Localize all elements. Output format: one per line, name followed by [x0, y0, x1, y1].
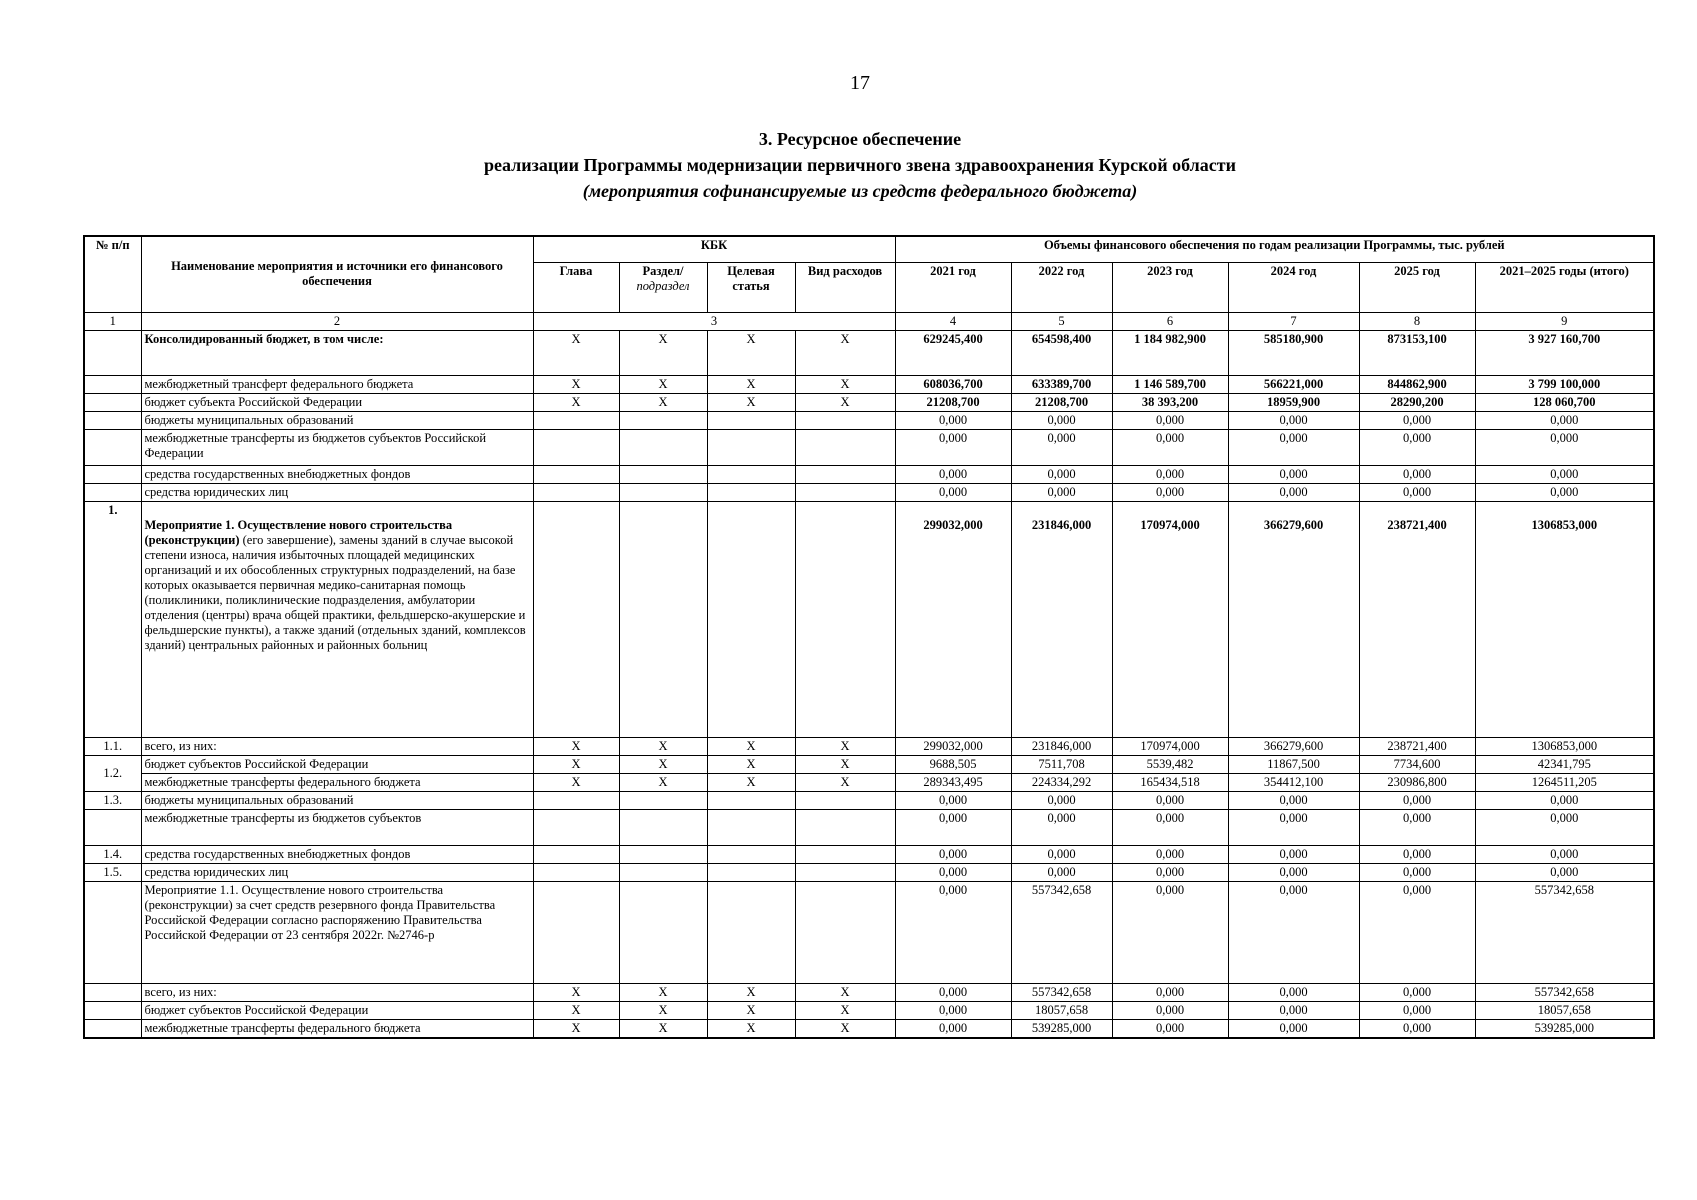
- value-cell: 0,000: [1359, 881, 1475, 983]
- row-number-cell: [84, 393, 141, 411]
- header-year-2023: 2023 год: [1112, 262, 1228, 312]
- row-name-cell: [141, 465, 533, 483]
- kbk-cell: [619, 881, 707, 983]
- kbk-cell: [795, 809, 895, 845]
- value-cell: 608036,700: [895, 375, 1011, 393]
- kbk-cell: [795, 483, 895, 501]
- kbk-cell: [707, 809, 795, 845]
- value-cell: 0,000: [1112, 465, 1228, 483]
- index-cell: 9: [1475, 312, 1654, 330]
- row-number-cell: [84, 330, 141, 375]
- row-name-cell: [141, 809, 533, 845]
- row-name-cell: [141, 393, 533, 411]
- value-cell: 873153,100: [1359, 330, 1475, 375]
- kbk-cell: X: [795, 773, 895, 791]
- row-name-text: средства государственных внебюджетных фондов: [144, 846, 411, 861]
- value-cell: 231846,000: [1011, 501, 1112, 737]
- kbk-cell: [795, 881, 895, 983]
- kbk-cell: [707, 411, 795, 429]
- value-cell: 0,000: [1475, 429, 1654, 465]
- kbk-cell: [619, 845, 707, 863]
- row-name-text: межбюджетный трансферт федерального бюджета: [144, 376, 414, 391]
- row-number-cell: [84, 429, 141, 465]
- value-cell: 0,000: [895, 791, 1011, 809]
- value-cell: 0,000: [1359, 983, 1475, 1001]
- value-cell: 0,000: [1112, 881, 1228, 983]
- row-name-cell: [141, 773, 533, 791]
- kbk-cell: X: [619, 393, 707, 411]
- row-name-cell: [141, 1019, 533, 1038]
- value-cell: 0,000: [1228, 465, 1359, 483]
- value-cell: 1306853,000: [1475, 737, 1654, 755]
- header-year-2022: 2022 год: [1011, 262, 1112, 312]
- row-number-cell: [84, 1001, 141, 1019]
- value-cell: 557342,658: [1475, 983, 1654, 1001]
- value-cell: 0,000: [1359, 809, 1475, 845]
- value-cell: 231846,000: [1011, 737, 1112, 755]
- value-cell: 566221,000: [1228, 375, 1359, 393]
- header-kbk-celevaya: Целевая статья: [707, 262, 795, 312]
- table-row: [84, 809, 1654, 845]
- kbk-cell: X: [707, 773, 795, 791]
- row-name-text: средства юридических лиц: [144, 864, 289, 879]
- value-cell: 0,000: [1011, 429, 1112, 465]
- kbk-cell: X: [795, 755, 895, 773]
- kbk-cell: [795, 863, 895, 881]
- kbk-cell: X: [707, 983, 795, 1001]
- value-cell: 0,000: [1475, 483, 1654, 501]
- value-cell: 0,000: [1359, 1001, 1475, 1019]
- kbk-cell: X: [619, 773, 707, 791]
- value-cell: 18057,658: [1475, 1001, 1654, 1019]
- title-line-3: (мероприятия софинансируемые из средств федерального бюджета): [582, 181, 1138, 201]
- kbk-cell: X: [619, 375, 707, 393]
- value-cell: 585180,900: [1228, 330, 1359, 375]
- kbk-cell: [795, 465, 895, 483]
- kbk-cell: X: [619, 755, 707, 773]
- value-cell: 629245,400: [895, 330, 1011, 375]
- resource-table: [83, 235, 1655, 1039]
- kbk-cell: [707, 429, 795, 465]
- value-cell: 0,000: [1112, 429, 1228, 465]
- kbk-cell: [795, 501, 895, 737]
- value-cell: 0,000: [1359, 863, 1475, 881]
- kbk-cell: X: [707, 1019, 795, 1038]
- row-number-cell: 1.2.: [84, 755, 141, 791]
- row-name-text: (его завершение), замены зданий в случае высокой степени износа, наличия избыточных площадей медицинских организаций и их обособленных структурных подразделений, на базе которых оказывается первичная медико-санитарная помощь (поликлиники, поликлинические подразделения, амбулатории отделения (центры) врача общей практики, фельдшерско-акушерские и фельдшерские пункты), а также зданий (отдельных зданий, комплексов зданий) центральных районных и районных больниц: [144, 532, 526, 652]
- table-row: [84, 483, 1654, 501]
- value-cell: 18959,900: [1228, 393, 1359, 411]
- value-cell: 38 393,200: [1112, 393, 1228, 411]
- header-kbk-razdel-line2: подраздел: [636, 278, 690, 293]
- value-cell: 0,000: [895, 1019, 1011, 1038]
- value-cell: 354412,100: [1228, 773, 1359, 791]
- row-name-text: межбюджетные трансферты федерального бюджета: [144, 774, 421, 789]
- value-cell: 165434,518: [1112, 773, 1228, 791]
- header-kbk-razdel: [619, 262, 707, 312]
- value-cell: 238721,400: [1359, 737, 1475, 755]
- index-cell: 1: [84, 312, 141, 330]
- value-cell: 557342,658: [1475, 881, 1654, 983]
- value-cell: 1 184 982,900: [1112, 330, 1228, 375]
- value-cell: 0,000: [1359, 1019, 1475, 1038]
- kbk-cell: X: [533, 755, 619, 773]
- kbk-cell: X: [795, 983, 895, 1001]
- value-cell: 1 146 589,700: [1112, 375, 1228, 393]
- index-cell: 7: [1228, 312, 1359, 330]
- value-cell: 0,000: [1112, 483, 1228, 501]
- value-cell: 0,000: [1112, 809, 1228, 845]
- header-volumes: Объемы финансового обеспечения по годам реализации Программы, тыс. рублей: [895, 236, 1654, 262]
- table-row: [84, 791, 1654, 809]
- index-cell: 5: [1011, 312, 1112, 330]
- value-cell: 0,000: [1359, 465, 1475, 483]
- header-kbk-vid: Вид расходов: [795, 262, 895, 312]
- kbk-cell: X: [707, 330, 795, 375]
- table-row: [84, 881, 1654, 983]
- value-cell: 3 927 160,700: [1475, 330, 1654, 375]
- kbk-cell: X: [533, 773, 619, 791]
- kbk-cell: [619, 465, 707, 483]
- header-year-2025: 2025 год: [1359, 262, 1475, 312]
- kbk-cell: X: [795, 375, 895, 393]
- value-cell: 0,000: [1359, 845, 1475, 863]
- value-cell: 0,000: [1228, 483, 1359, 501]
- row-name-text: всего, из них:: [144, 984, 217, 999]
- kbk-cell: X: [619, 1019, 707, 1038]
- row-name-text: Консолидированный бюджет, в том числе:: [144, 331, 384, 346]
- value-cell: 0,000: [1112, 845, 1228, 863]
- value-cell: 0,000: [895, 483, 1011, 501]
- table-row: [84, 1019, 1654, 1038]
- value-cell: 654598,400: [1011, 330, 1112, 375]
- value-cell: 0,000: [1359, 429, 1475, 465]
- row-name-cell: [141, 845, 533, 863]
- row-name-cell: [141, 501, 533, 737]
- value-cell: 844862,900: [1359, 375, 1475, 393]
- kbk-cell: X: [533, 1019, 619, 1038]
- row-number-cell: 1.1.: [84, 737, 141, 755]
- value-cell: 0,000: [1112, 411, 1228, 429]
- row-name-text: средства юридических лиц: [144, 484, 289, 499]
- table-row: [84, 330, 1654, 375]
- value-cell: 0,000: [1011, 863, 1112, 881]
- row-name-cell: [141, 881, 533, 983]
- kbk-cell: [707, 845, 795, 863]
- value-cell: 0,000: [1112, 1019, 1228, 1038]
- kbk-cell: X: [533, 393, 619, 411]
- header-kbk: КБК: [533, 236, 895, 262]
- kbk-cell: X: [707, 737, 795, 755]
- value-cell: 0,000: [1228, 411, 1359, 429]
- row-name-cell: [141, 791, 533, 809]
- kbk-cell: [619, 809, 707, 845]
- row-name-cell: [141, 483, 533, 501]
- index-row: [84, 312, 1654, 330]
- row-name-text: всего, из них:: [144, 738, 217, 753]
- kbk-cell: X: [533, 983, 619, 1001]
- value-cell: 21208,700: [895, 393, 1011, 411]
- value-cell: 0,000: [1475, 863, 1654, 881]
- value-cell: 0,000: [1228, 983, 1359, 1001]
- kbk-cell: [533, 881, 619, 983]
- value-cell: 1264511,205: [1475, 773, 1654, 791]
- value-cell: 0,000: [1228, 791, 1359, 809]
- value-cell: 0,000: [1011, 483, 1112, 501]
- kbk-cell: [533, 429, 619, 465]
- value-cell: 0,000: [1011, 809, 1112, 845]
- table-row: [84, 863, 1654, 881]
- value-cell: 557342,658: [1011, 983, 1112, 1001]
- value-cell: 0,000: [1359, 791, 1475, 809]
- row-number-cell: 1.3.: [84, 791, 141, 809]
- kbk-cell: [533, 863, 619, 881]
- value-cell: 366279,600: [1228, 501, 1359, 737]
- value-cell: 0,000: [1359, 411, 1475, 429]
- value-cell: 0,000: [1112, 791, 1228, 809]
- kbk-cell: X: [795, 737, 895, 755]
- title-line-1: 3. Ресурсное обеспечение: [758, 129, 962, 149]
- row-name-cell: [141, 1001, 533, 1019]
- table-row: [84, 375, 1654, 393]
- table-row: [84, 773, 1654, 791]
- kbk-cell: X: [619, 1001, 707, 1019]
- value-cell: 0,000: [1011, 791, 1112, 809]
- value-cell: 224334,292: [1011, 773, 1112, 791]
- row-name-text: бюджеты муниципальных образований: [144, 792, 354, 807]
- value-cell: 0,000: [1112, 1001, 1228, 1019]
- kbk-cell: [619, 791, 707, 809]
- value-cell: 0,000: [895, 411, 1011, 429]
- kbk-cell: [619, 501, 707, 737]
- value-cell: 0,000: [1228, 429, 1359, 465]
- row-name-bold: Мероприятие 1. Осуществление нового строительства (реконструкции): [144, 517, 453, 547]
- value-cell: 539285,000: [1011, 1019, 1112, 1038]
- value-cell: 128 060,700: [1475, 393, 1654, 411]
- row-name-cell: [141, 737, 533, 755]
- kbk-cell: [707, 881, 795, 983]
- value-cell: 0,000: [1011, 411, 1112, 429]
- row-name-cell: [141, 863, 533, 881]
- value-cell: 0,000: [895, 845, 1011, 863]
- kbk-cell: X: [707, 755, 795, 773]
- value-cell: 0,000: [1112, 863, 1228, 881]
- kbk-cell: [707, 863, 795, 881]
- table-row: [84, 755, 1654, 773]
- row-number-cell: [84, 881, 141, 983]
- row-name-text: Мероприятие 1.1. Осуществление нового строительства (реконструкции) за счет средств резервного фонда Правительства Российской Федерации согласно распоряжению Правительства Российской Федерации от 23 сентября 2022г. №2746-р: [144, 882, 496, 942]
- value-cell: 539285,000: [1475, 1019, 1654, 1038]
- value-cell: 0,000: [1228, 1019, 1359, 1038]
- value-cell: 366279,600: [1228, 737, 1359, 755]
- kbk-cell: X: [795, 1019, 895, 1038]
- row-number-cell: 1.5.: [84, 863, 141, 881]
- index-cell: 2: [141, 312, 533, 330]
- kbk-cell: [533, 465, 619, 483]
- page-number: 17: [850, 72, 870, 94]
- kbk-cell: X: [707, 375, 795, 393]
- row-number-cell: [84, 483, 141, 501]
- value-cell: 0,000: [1112, 983, 1228, 1001]
- header-kbk-razdel-line1: Раздел/: [642, 263, 684, 278]
- kbk-cell: X: [795, 393, 895, 411]
- value-cell: 21208,700: [1011, 393, 1112, 411]
- table-row: [84, 429, 1654, 465]
- value-cell: 0,000: [895, 1001, 1011, 1019]
- value-cell: 0,000: [1475, 809, 1654, 845]
- value-cell: 28290,200: [1359, 393, 1475, 411]
- row-number-cell: [84, 809, 141, 845]
- kbk-cell: [795, 429, 895, 465]
- header-year-total: 2021–2025 годы (итого): [1475, 262, 1654, 312]
- document-title: [0, 126, 1697, 204]
- table-row: [84, 737, 1654, 755]
- row-name-text: межбюджетные трансферты из бюджетов субъектов: [144, 810, 422, 825]
- row-name-text: межбюджетные трансферты из бюджетов субъектов Российской Федерации: [144, 430, 487, 460]
- value-cell: 0,000: [895, 983, 1011, 1001]
- table-row: [84, 411, 1654, 429]
- kbk-cell: X: [533, 1001, 619, 1019]
- row-name-text: межбюджетные трансферты федерального бюджета: [144, 1020, 421, 1035]
- kbk-cell: [533, 791, 619, 809]
- table-row: [84, 465, 1654, 483]
- value-cell: 0,000: [1228, 881, 1359, 983]
- value-cell: 230986,800: [1359, 773, 1475, 791]
- value-cell: 7511,708: [1011, 755, 1112, 773]
- value-cell: 0,000: [1228, 809, 1359, 845]
- header-name: Наименование мероприятия и источники его финансового обеспечения: [141, 236, 533, 312]
- value-cell: 9688,505: [895, 755, 1011, 773]
- kbk-cell: [619, 411, 707, 429]
- value-cell: 170974,000: [1112, 737, 1228, 755]
- row-name-text: бюджет субъектов Российской Федерации: [144, 756, 369, 771]
- row-number-cell: [84, 983, 141, 1001]
- kbk-cell: X: [619, 330, 707, 375]
- header-num: № п/п: [84, 236, 141, 312]
- index-cell: 6: [1112, 312, 1228, 330]
- value-cell: 557342,658: [1011, 881, 1112, 983]
- kbk-cell: [707, 483, 795, 501]
- kbk-cell: X: [533, 330, 619, 375]
- row-name-cell: [141, 429, 533, 465]
- value-cell: 18057,658: [1011, 1001, 1112, 1019]
- header-kbk-glava: Глава: [533, 262, 619, 312]
- value-cell: 42341,795: [1475, 755, 1654, 773]
- value-cell: 0,000: [895, 465, 1011, 483]
- kbk-cell: X: [533, 375, 619, 393]
- value-cell: 0,000: [1011, 845, 1112, 863]
- value-cell: 289343,495: [895, 773, 1011, 791]
- value-cell: 0,000: [1359, 483, 1475, 501]
- value-cell: 0,000: [1228, 1001, 1359, 1019]
- value-cell: 3 799 100,000: [1475, 375, 1654, 393]
- row-name-text: средства государственных внебюджетных фондов: [144, 466, 411, 481]
- value-cell: 0,000: [1475, 465, 1654, 483]
- table-row: [84, 845, 1654, 863]
- value-cell: 0,000: [895, 863, 1011, 881]
- title-line-2: реализации Программы модернизации первичного звена здравоохранения Курской области: [484, 155, 1236, 175]
- kbk-cell: [533, 483, 619, 501]
- table-row: [84, 501, 1654, 737]
- table-row: [84, 1001, 1654, 1019]
- kbk-cell: [795, 845, 895, 863]
- kbk-cell: X: [795, 1001, 895, 1019]
- kbk-cell: X: [533, 737, 619, 755]
- value-cell: 0,000: [1475, 411, 1654, 429]
- kbk-cell: [533, 845, 619, 863]
- table-row: [84, 983, 1654, 1001]
- row-name-cell: [141, 375, 533, 393]
- index-cell: 3: [533, 312, 895, 330]
- value-cell: 0,000: [1011, 465, 1112, 483]
- value-cell: 5539,482: [1112, 755, 1228, 773]
- kbk-cell: [707, 501, 795, 737]
- value-cell: 299032,000: [895, 737, 1011, 755]
- row-name-text: бюджет субъекта Российской Федерации: [144, 394, 363, 409]
- value-cell: 0,000: [895, 881, 1011, 983]
- row-number-cell: 1.4.: [84, 845, 141, 863]
- kbk-cell: [533, 501, 619, 737]
- kbk-cell: [795, 411, 895, 429]
- kbk-cell: X: [707, 1001, 795, 1019]
- kbk-cell: X: [619, 737, 707, 755]
- row-number-cell: 1.: [84, 501, 141, 737]
- row-name-text: бюджет субъектов Российской Федерации: [144, 1002, 369, 1017]
- value-cell: 0,000: [895, 429, 1011, 465]
- value-cell: 1306853,000: [1475, 501, 1654, 737]
- row-number-cell: [84, 465, 141, 483]
- kbk-cell: [533, 411, 619, 429]
- value-cell: 170974,000: [1112, 501, 1228, 737]
- kbk-cell: [795, 791, 895, 809]
- kbk-cell: [619, 483, 707, 501]
- kbk-cell: X: [619, 983, 707, 1001]
- row-name-cell: [141, 411, 533, 429]
- index-cell: 4: [895, 312, 1011, 330]
- value-cell: 0,000: [1228, 863, 1359, 881]
- kbk-cell: [533, 809, 619, 845]
- value-cell: 0,000: [1475, 845, 1654, 863]
- row-name-cell: [141, 755, 533, 773]
- value-cell: 11867,500: [1228, 755, 1359, 773]
- value-cell: 0,000: [895, 809, 1011, 845]
- kbk-cell: [619, 429, 707, 465]
- value-cell: 633389,700: [1011, 375, 1112, 393]
- row-name-cell: [141, 330, 533, 375]
- kbk-cell: [619, 863, 707, 881]
- value-cell: 238721,400: [1359, 501, 1475, 737]
- row-name-text: бюджеты муниципальных образований: [144, 412, 354, 427]
- table-body: [84, 330, 1654, 1038]
- value-cell: 7734,600: [1359, 755, 1475, 773]
- header-year-2024: 2024 год: [1228, 262, 1359, 312]
- row-number-cell: [84, 375, 141, 393]
- row-number-cell: [84, 411, 141, 429]
- index-cell: 8: [1359, 312, 1475, 330]
- header-year-2021: 2021 год: [895, 262, 1011, 312]
- value-cell: 0,000: [1475, 791, 1654, 809]
- kbk-cell: X: [795, 330, 895, 375]
- kbk-cell: [707, 791, 795, 809]
- kbk-cell: X: [707, 393, 795, 411]
- value-cell: 0,000: [1228, 845, 1359, 863]
- value-cell: 299032,000: [895, 501, 1011, 737]
- row-name-cell: [141, 983, 533, 1001]
- kbk-cell: [707, 465, 795, 483]
- table-row: [84, 393, 1654, 411]
- row-number-cell: [84, 1019, 141, 1038]
